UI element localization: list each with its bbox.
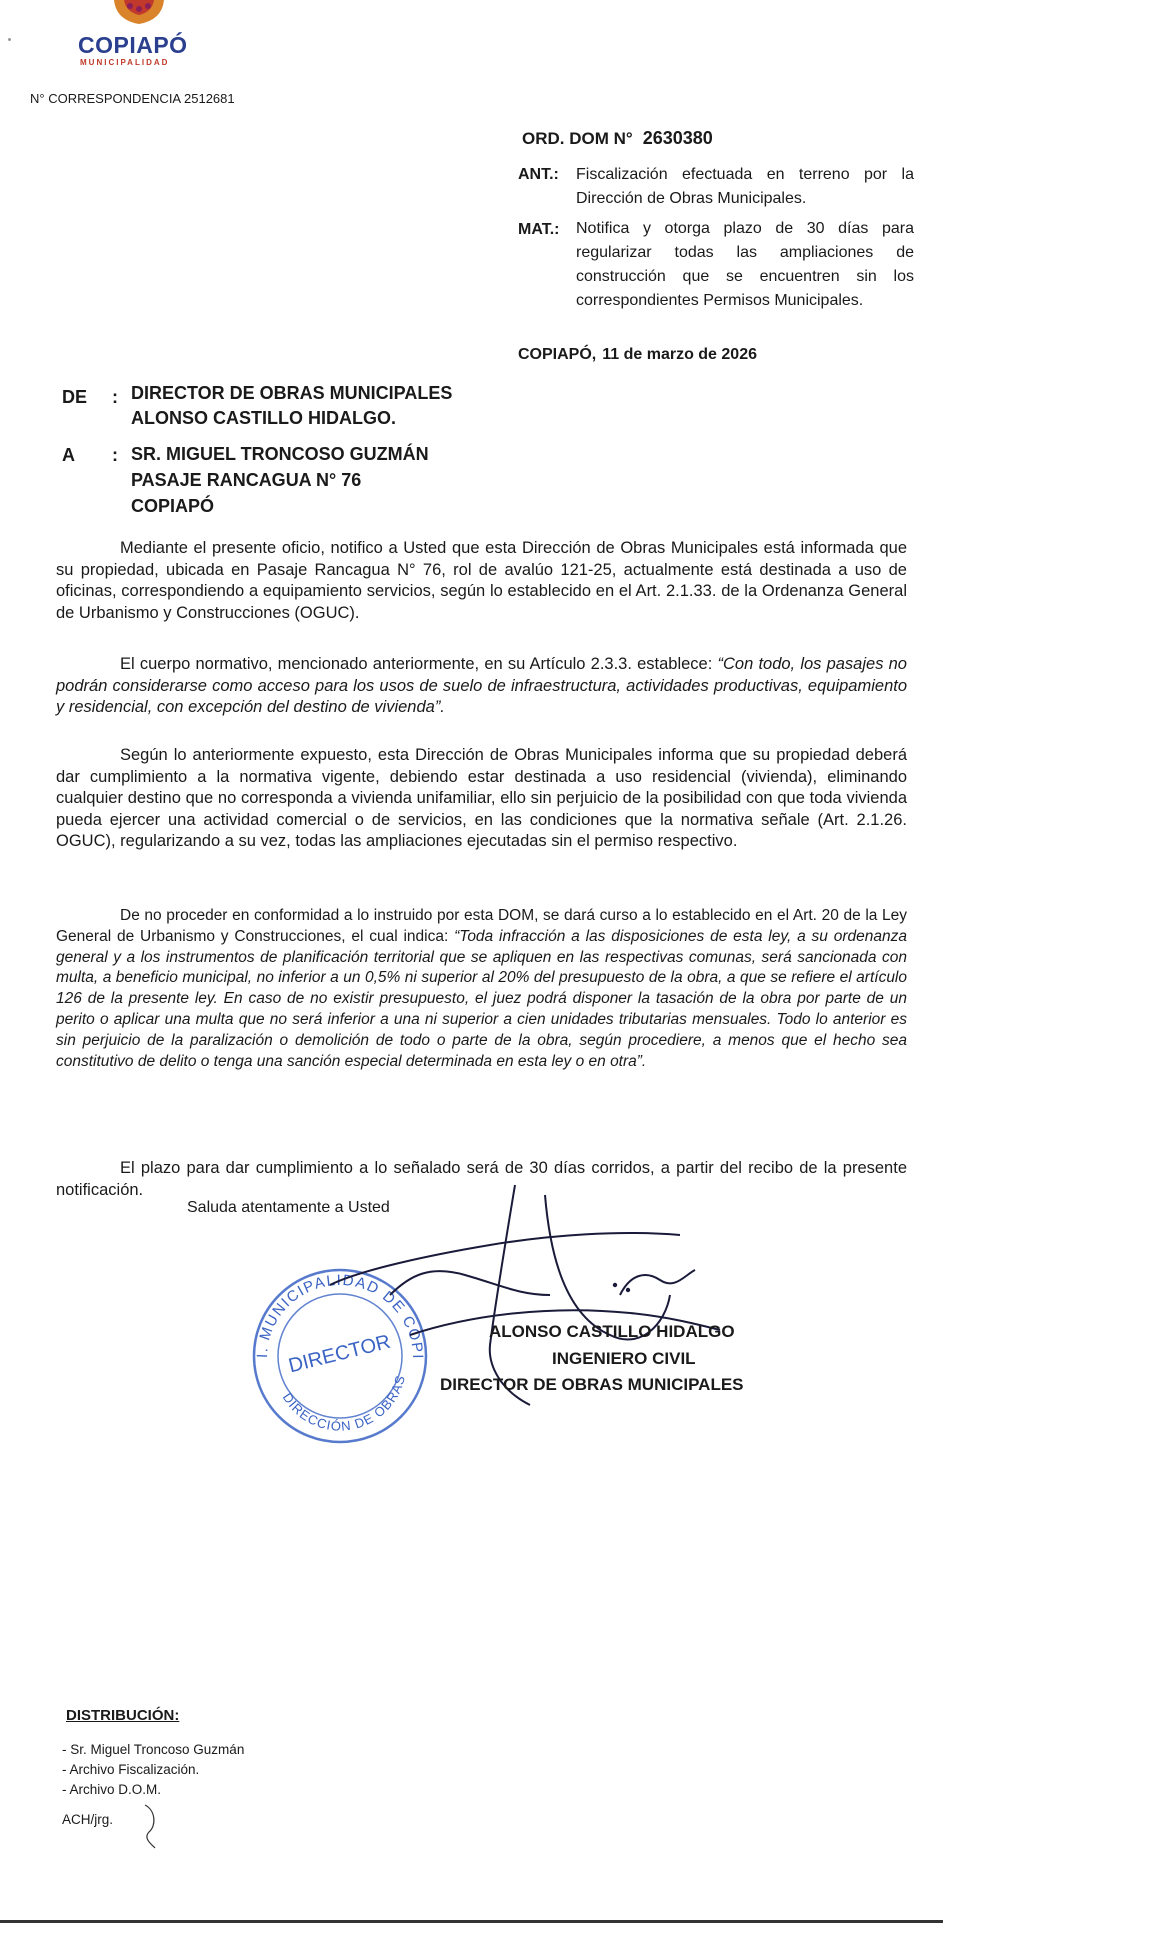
paragraph-1 [56,538,907,624]
initials-scribble [135,1800,165,1850]
signatory-profession: INGENIERO CIVIL [552,1349,696,1368]
page-bottom-rule [0,1920,943,1923]
handwritten-signature [290,1175,740,1445]
logo-title: COPIAPÓ [78,32,188,58]
paragraph-5-text: El plazo para dar cumplimiento a lo señalado será de 30 días corridos, a partir del recibo de la presente notificación. [56,1159,907,1199]
paragraph-2-intro: El cuerpo normativo, mencionado anteriormente, en su Artículo 2.3.3. establece: [120,655,718,673]
to-separator: : [112,445,118,465]
paragraph-2-quote: “Con todo, los pasajes no podrán considerarse como acceso para los usos de suelo de infraestructura, actividades productivas, equipamiento y residencial, con excepción del destino de vivienda”. [56,655,907,716]
from-line-1: DIRECTOR DE OBRAS MUNICIPALES [131,383,453,403]
typist-initials: ACH/jrg. [62,1812,114,1827]
distribution-item: - Archivo Fiscalización. [62,1762,200,1777]
logo-subtitle: MUNICIPALIDAD [80,58,170,67]
ant-text: Fiscalización efectuada en terreno por la Dirección de Obras Municipales. [576,166,914,207]
paragraph-4 [56,906,907,1072]
stamp-center-text: DIRECTOR [286,1330,393,1378]
closing-salutation: Saluda atentamente a Usted [187,1199,390,1216]
paragraph-4-intro: De no proceder en conformidad a lo instruido por esta DOM, se dará curso a lo establecido en el Art. 20 de la Ley General de Urbanismo y Construcciones, el cual indica: [56,907,907,945]
correspondence-number: N° CORRESPONDENCIA 2512681 [30,91,235,106]
to-line-1: SR. MIGUEL TRONCOSO GUZMÁN [131,444,429,464]
date-value: 11 de marzo de 2026 [602,346,757,363]
ord-label: ORD. DOM N° [522,129,633,148]
document-date [518,346,757,364]
mat-label: MAT.: [518,221,560,238]
ord-number: 2630380 [642,128,713,148]
paragraph-4-quote: “Toda infracción a las disposiciones de esta ley, a su ordenanza general y a los instrumentos de planificación territorial que se apliquen en las respectivas comunas, será sancionada con multa, a beneficio municipal, no inferior a un 0,5% ni superior al 20% del presupuesto de la obra, a que se refiere el artículo 126 de la presente ley. En caso de no existir presupuesto, el juez podrá disponer la tasación de la obra por parte de un perito o aplicar una multa que no será inferior a una ni superior a cien unidades tributarias mensuales. Todo lo anterior es sin perjuicio de la paralización o demolición de todo o parte de la obra, según procediere, a menos que el hecho sea constitutivo de delito o tenga una sanción especial determinada en esta ley o en otra”. [56,927,907,1070]
ord-reference [522,128,713,149]
paragraph-2 [56,654,907,719]
to-line-2: PASAJE RANCAGUA N° 76 [131,470,362,490]
stamp-bottom-text: DIRECCIÓN DE OBRAS [279,1373,409,1434]
distribution-title: DISTRIBUCIÓN: [66,1707,180,1724]
municipal-crest-icon [110,0,168,26]
stamp-outer-text: I. MUNICIPALIDAD DE COPIAPÓ [238,1245,427,1361]
paragraph-3-text: Según lo anteriormente expuesto, esta Dirección de Obras Municipales informa que su propiedad deberá dar cumplimiento a la normativa vigente, debiendo estar destinada a uso residencial (vivienda), eliminando cualquier destino que no corresponda a vivienda unifamiliar, ello sin perjuicio de la posibilidad con que toda vivienda pueda ejercer una actividad comercial o de servicios, en las condiciones que la normativa señale (Art. 2.1.26. OGUC), regularizando a su vez, todas las ampliaciones ejecutadas sin el permiso respectivo. [56,746,907,850]
date-city: COPIAPÓ, [518,346,597,363]
stray-mark [8,38,11,41]
from-line-2: ALONSO CASTILLO HIDALGO. [131,408,396,428]
paragraph-1-text: Mediante el presente oficio, notifico a Usted que esta Dirección de Obras Municipales está informada que su propiedad, ubicada en Pasaje Rancagua N° 76, rol de avalúo 121-25, actualmente está destinada a uso de oficinas, correspondiendo a equipamiento servicios, según lo establecido en el Art. 2.1.33. de la Ordenanza General de Urbanismo y Construcciones (OGUC). [56,539,907,622]
paragraph-3 [56,745,907,853]
to-line-3: COPIAPÓ [131,496,215,516]
ant-label: ANT.: [518,166,559,183]
signatory-name: ALONSO CASTILLO HIDALGO [489,1322,735,1341]
distribution-item: - Archivo D.O.M. [62,1782,162,1797]
mat-text: Notifica y otorga plazo de 30 días para regularizar todas las ampliaciones de construcción que se encuentren sin los correspondientes Permisos Municipales. [576,220,914,309]
distribution-list [62,1740,244,1800]
signatory-position: DIRECTOR DE OBRAS MUNICIPALES [440,1375,744,1394]
to-label: A [62,445,75,465]
distribution-item: - Sr. Miguel Troncoso Guzmán [62,1742,245,1757]
from-separator: : [112,387,118,407]
from-label: DE [62,387,88,407]
